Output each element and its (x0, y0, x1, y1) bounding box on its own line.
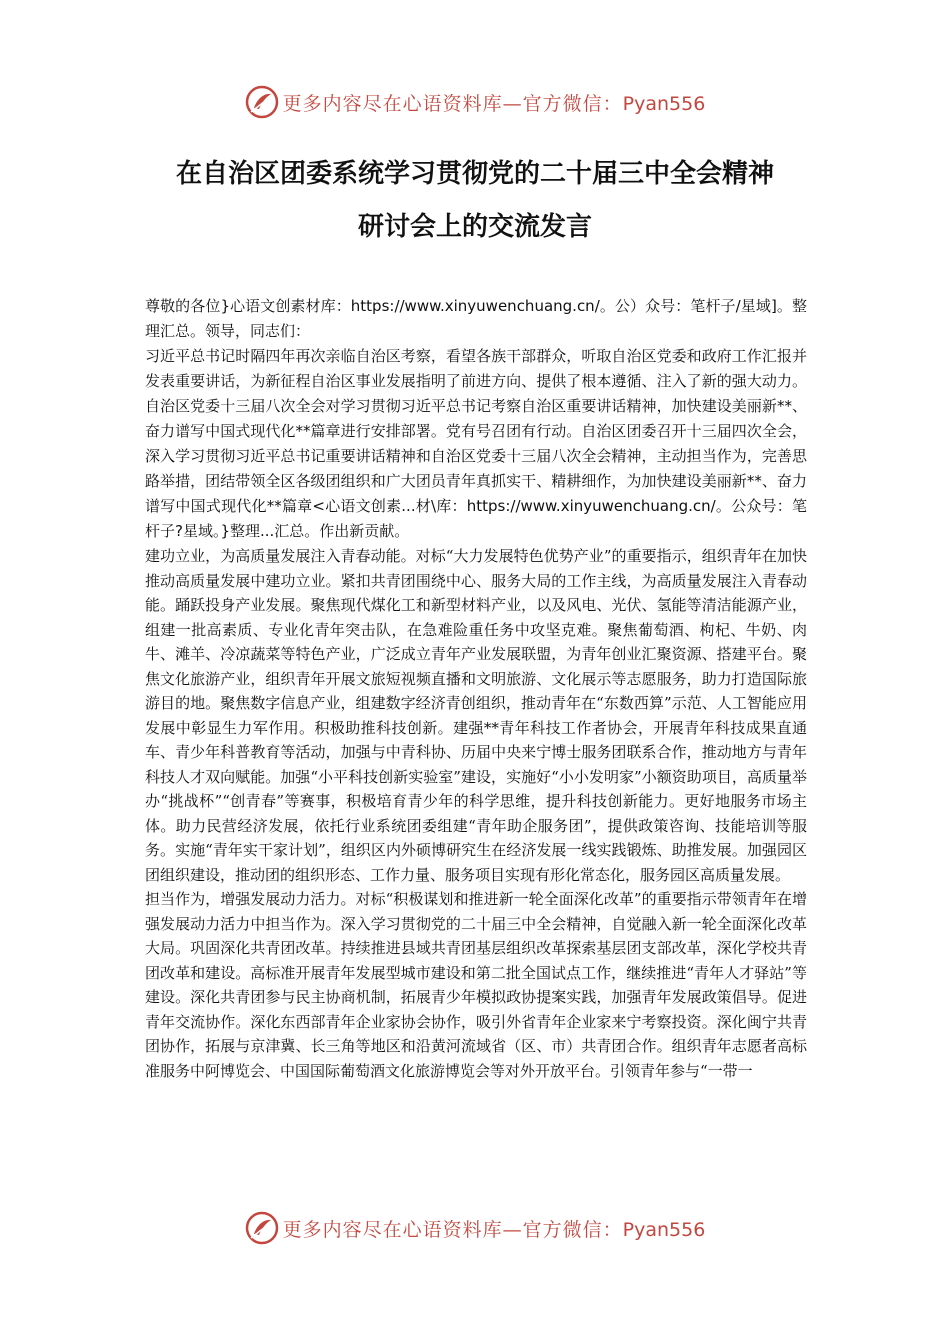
intro-paragraph: 习近平总书记时隔四年再次亲临自治区考察，看望各族干部群众，听取自治区党委和政府工作汇报并发表重要讲话，为新征程自治区事业发展指明了前进方向、提供了根本遵循、注入了新的强大动力。自治区党委十三届八次全会对学习贯彻习近平总书记考察自治区重要讲话精神，加快建设美丽新**、奋力谱写中国式现代化**篇章进行安排部署。党有号召团有行动。自治区团委召开十三届四次全会，深入学习贯彻习近平总书记重要讲话精神和自治区党委十三届八次全会精神，主动担当作为，完善思路举措，团结带领全区各级团组织和广大团员青年真抓实干、精耕细作，为加快建设美丽新**、奋力谱写中国式现代化**篇章<心语文创素...材\库：https://www.xinyuwenchuang.cn/。公众号：笔杆子?星域。}整理...汇总。作出新贡献。 (145, 347, 807, 540)
greeting-paragraph: 尊敬的各位}心语文创素材库：https://www.xinyuwenchuang.cn/。公）众号：笔杆子/星域]。整理汇总。领导，同志们： (145, 297, 807, 340)
wechat-id: Pyan556 (622, 92, 706, 115)
header-banner (0, 82, 950, 122)
banner-text (283, 89, 706, 116)
title-line-2: 研讨会上的交流发言 (357, 212, 592, 242)
body-paragraph-2: 担当作为，增强发展动力活力。对标“积极谋划和推进新一轮全面深化改革”的重要指示带领青年在增强发展动力活力中担当作为。深入学习贯彻党的二十届三中全会精神，自觉融入新一轮全面深化改革大局。巩固深化共青团改革。持续推进县域共青团基层组织改革探索基层团支部改革，深化学校共青团改革和建设。高标准开展青年发展型城市建设和第二批全国试点工作，继续推进“青年人才驿站”等建设。深化共青团参与民主协商机制，拓展青少年模拟政协提案实践，加强青年发展政策倡导。促进青年交流协作。深化东西部青年企业家协会协作，吸引外省青年企业家来宁考察投资。深化闽宁共青团协作，拓展与京津冀、长三角等地区和沿黄河流域省（区、市）共青团合作。组织青年志愿者高标准服务中阿博览会、中国国际葡萄酒文化旅游博览会等对外开放平台。引领青年参与“一带一 (145, 890, 807, 1080)
banner-label: 更多内容尽在心语资料库—官方微信： (282, 92, 623, 115)
xinyu-logo-icon (245, 1211, 279, 1245)
wechat-id: Pyan556 (622, 1218, 706, 1241)
document-body (145, 294, 807, 1083)
xinyu-logo-icon (245, 85, 279, 119)
banner-text (283, 1215, 706, 1242)
title-line-1: 在自治区团委系统学习贯彻党的二十届三中全会精神 (175, 159, 774, 189)
footer-banner (0, 1208, 950, 1248)
document-title (120, 148, 830, 254)
banner-label: 更多内容尽在心语资料库—官方微信： (282, 1218, 623, 1241)
body-paragraph-1: 建功立业，为高质量发展注入青春动能。对标“大力发展特色优势产业”的重要指示，组织青年在加快推动高质量发展中建功立业。紧扣共青团围绕中心、服务大局的工作主线，为高质量发展注入青春动能。踊跃投身产业发展。聚焦现代煤化工和新型材料产业，以及风电、光伏、氢能等清洁能源产业，组建一批高素质、专业化青年突击队，在急难险重任务中攻坚克难。聚焦葡萄酒、枸杞、牛奶、肉牛、滩羊、冷凉蔬菜等特色产业，广泛成立青年产业发展联盟，为青年创业汇聚资源、搭建平台。聚焦文化旅游产业，组织青年开展文旅短视频直播和文明旅游、文化展示等志愿服务，助力打造国际旅游目的地。聚焦数字信息产业，组建数字经济青创组织，推动青年在“东数西算”示范、人工智能应用发展中彰显生力军作用。积极助推科技创新。建强**青年科技工作者协会，开展青年科技成果直通车、青少年科普教育等活动，加强与中青科协、历届中央来宁博士服务团联系合作，推动地方与青年科技人才双向赋能。加强“小平科技创新实验室”建设，实施好“小小发明家”小额资助项目，高质量举办“挑战杯”“创青春”等赛事，积极培育青少年的科学思维，提升科技创新能力。更好地服务市场主体。助力民营经济发展，依托行业系统团委组建“青年助企服务团”，提供政策咨询、技能培训等服务。实施“青年实干家计划”，组织区内外硕博研究生在经济发展一线实践锻炼、助推发展。加强园区团组织建设，推动团的组织形态、工作力量、服务项目实现有形化常态化，服务园区高质量发展。 (145, 547, 807, 884)
